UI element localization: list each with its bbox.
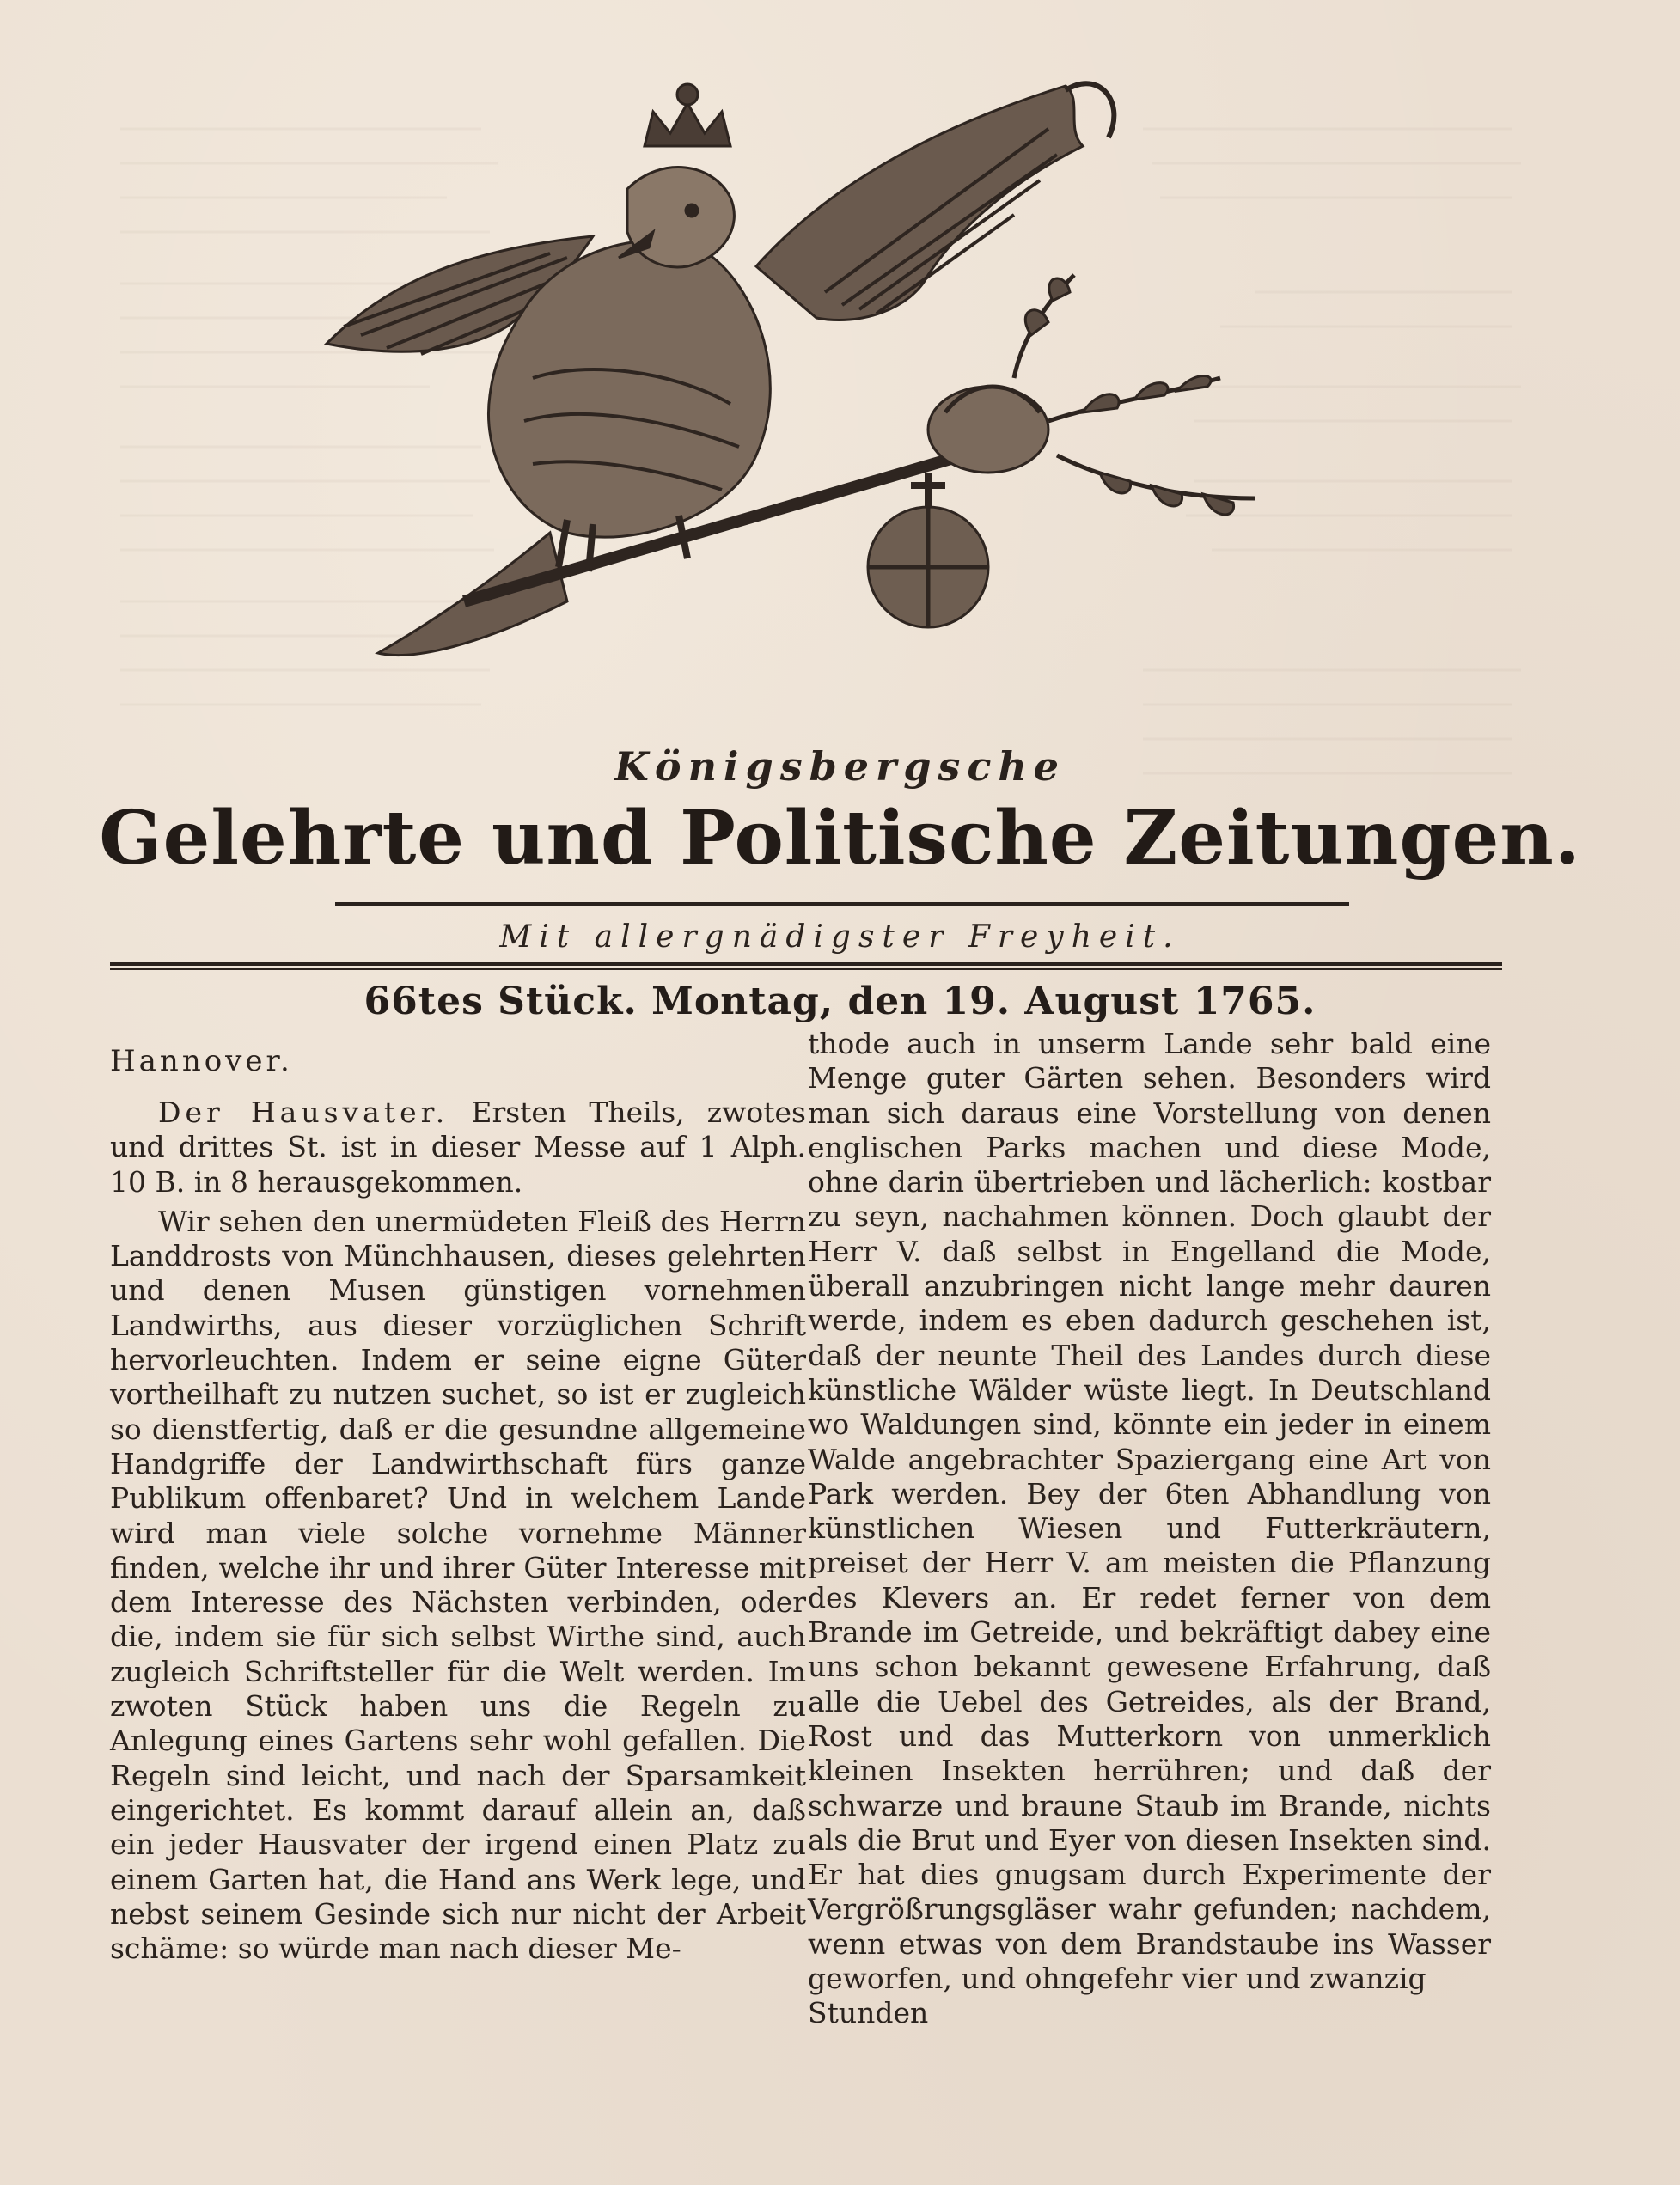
masthead-title: Gelehrte und Politische Zeitungen. [99,795,1581,882]
book-notice-text: Ersten Theils, zwotes und drittes St. ist in dieser Messe auf 1 Alph. 10 B. in 8 herausgekommen. [110,1096,806,1199]
crowned-eagle-emblem-icon [309,52,1323,730]
book-notice [110,1096,806,1199]
section-heading: Hannover. [110,1044,293,1078]
book-title: Der Hausvater. [158,1096,449,1129]
issue-line: 66tes Stück. Montag, den 19. August 1765. [363,980,1317,1023]
left-column [110,1027,806,1966]
masthead-pre-title: Königsbergsche [614,743,1066,790]
right-column [808,1027,1491,2031]
catchword: Stunden [808,1996,929,2030]
privilege-line: Mit allergnädigster Freyheit. [499,919,1181,955]
privilege-rule-bottom [110,968,1502,970]
review-paragraph-right: thode auch in unserm Lande sehr bald eine Menge guter Gärten sehen. Besonders wird man sich daraus eine Vorstellung von denen englischen Parks machen und diese Mode, ohne darin übertrieben und lächerlich: kostbar zu seyn, nachahmen können. Doch glaubt der Herr V. daß selbst in Engelland die Mode, überall anzubringen nicht lange mehr dauren werde, indem es eben dadurch geschehen ist, daß der neunte Theil des Landes durch diese künstliche Wälder wüste liegt. In Deutschland wo Waldungen sind, könnte ein jeder in einem Walde angebrachter Spaziergang eine Art von Park werden. Bey der 6ten Abhandlung von künstlichen Wiesen und Futterkräutern, preiset der Herr V. am meisten die Pflanzung des Klevers an. Er redet ferner von dem Brande im Getreide, und bekräftigt dabey eine uns schon bekannt gewesene Erfahrung, daß alle die Uebel des Getreides, als der Brand, Rost und das Mutterkorn von unmerklich kleinen Insekten herrühren; und daß der schwarze und braune Staub im Brande, nichts als die Brut und Eyer von diesen Insekten sind. Er hat dies gnugsam durch Experimente der Vergrößrungsgläser wahr gefunden; nachdem, wenn etwas von dem Brandstaube ins Wasser geworfen, und ohngefehr vier und zwanzig [808,1027,1491,1996]
privilege-rule-top [110,962,1502,966]
masthead-rule [335,902,1349,906]
review-paragraph-left: Wir sehen den unermüdeten Fleiß des Herrn Landdrosts von Münchhausen, dieses gelehrten und denen Musen günstigen vornehmen Landwirths, aus dieser vorzüglichen Schrift hervorleuchten. Indem er seine eigne Güter vortheilhaft zu nutzen suchet, so ist er zugleich so dienstfertig, daß er die gesundne allgemeine Handgriffe der Landwirthschaft fürs ganze Publikum offenbaret? Und in welchem Lande wird man viele solche vornehme Männer finden, welche ihr und ihrer Güter Interesse mit dem Interesse des Nächsten verbinden, oder die, indem sie für sich selbst Wirthe sind, auch zugleich Schriftsteller für die Welt werden. Im zwoten Stück haben uns die Regeln zu Anlegung eines Gartens sehr wohl gefallen. Die Regeln sind leicht, und nach der Sparsamkeit eingerichtet. Es kommt darauf allein an, daß ein jeder Hausvater der irgend einen Platz zu einem Garten hat, die Hand ans Werk lege, und nebst seinem Gesinde sich nur nicht der Arbeit schäme: so würde man nach dieser Me- [110,1204,806,1966]
